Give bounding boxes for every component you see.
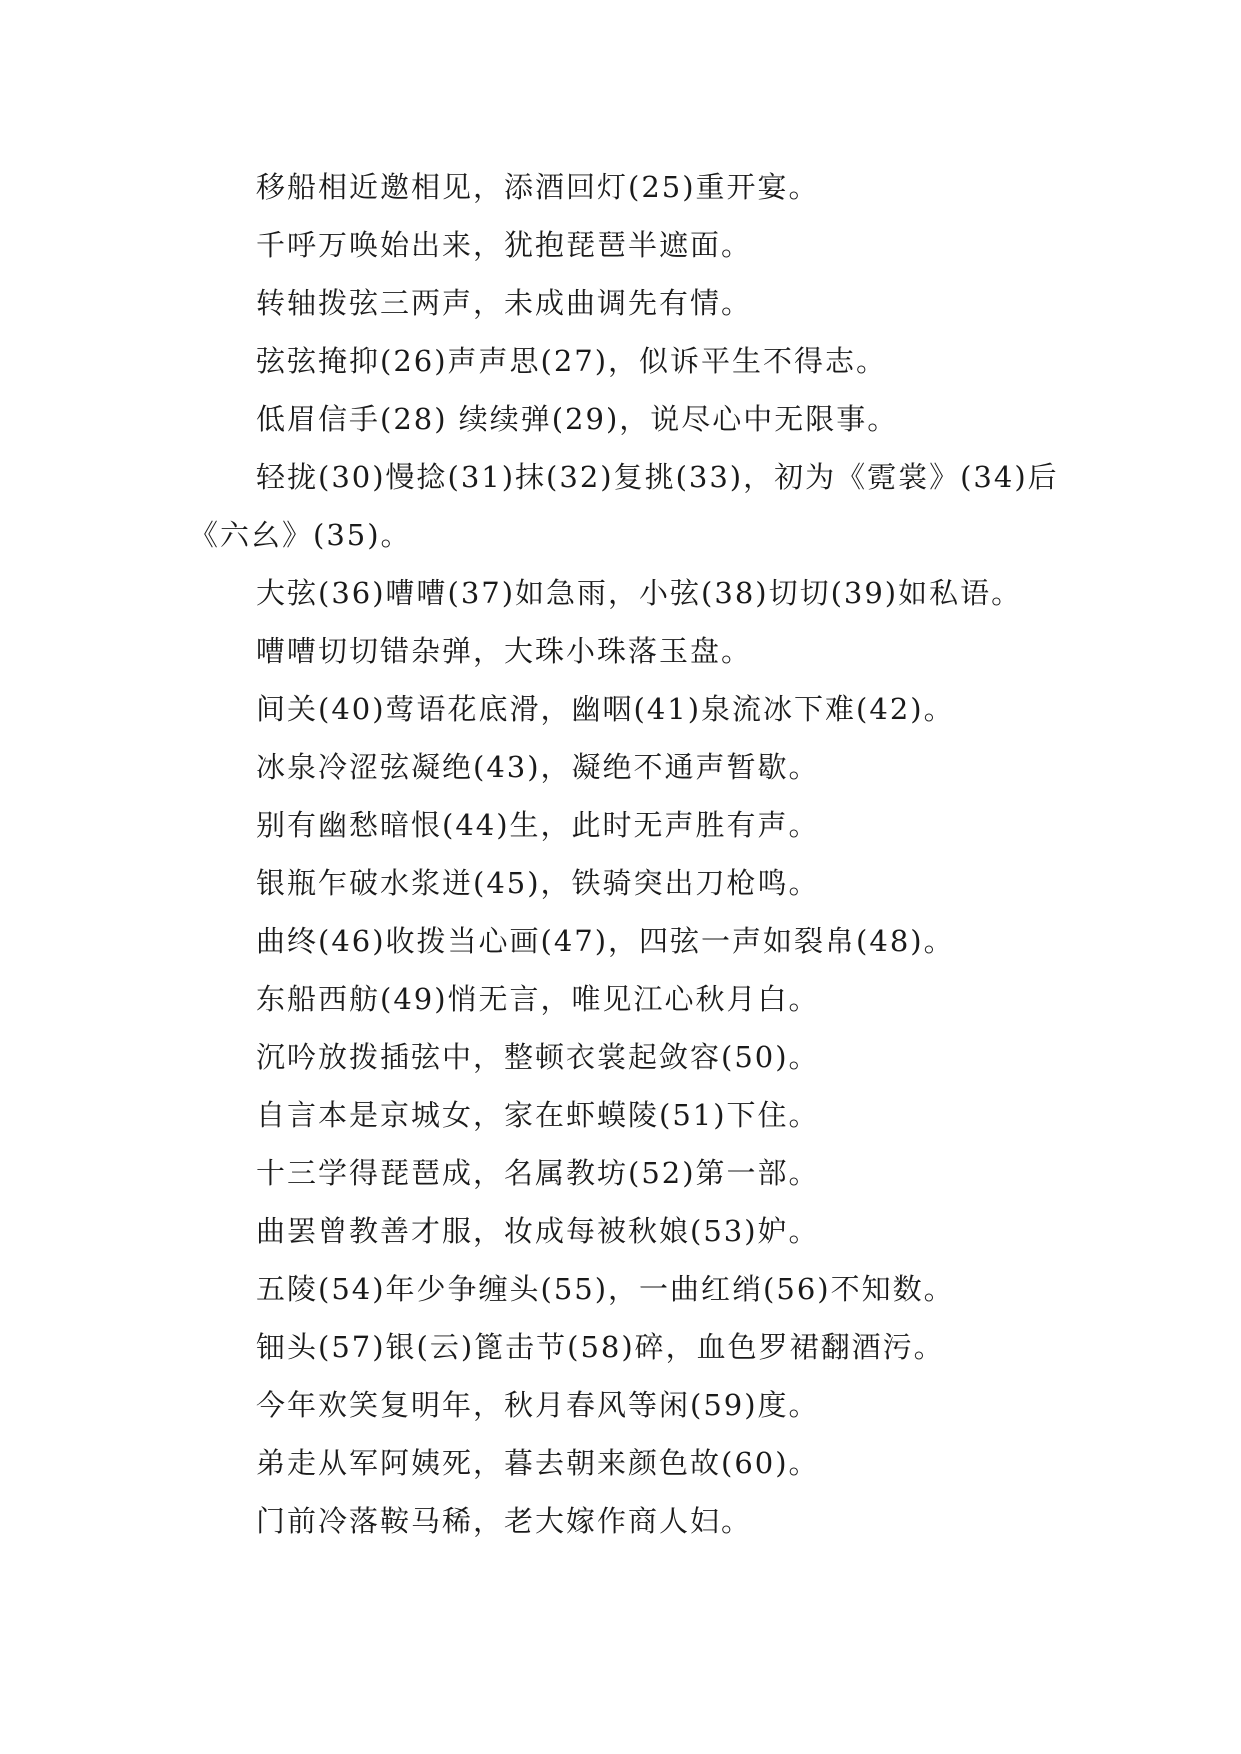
poem-line: 门前冷落鞍马稀，老大嫁作商人妇。 (256, 1504, 753, 1538)
poem-line: 弟走从军阿姨死，暮去朝来颜色故(60)。 (256, 1446, 820, 1480)
poem-line: 自言本是京城女，家在虾蟆陵(51)下住。 (256, 1098, 820, 1132)
poem-line: 别有幽愁暗恨(44)生，此时无声胜有声。 (256, 808, 820, 842)
poem-line: 冰泉冷涩弦凝绝(43)，凝绝不通声暂歇。 (256, 750, 820, 784)
poem-line: 千呼万唤始出来，犹抱琵琶半遮面。 (256, 228, 753, 262)
poem-line: 间关(40)莺语花底滑，幽咽(41)泉流冰下难(42)。 (256, 692, 955, 726)
poem-line: 曲终(46)收拨当心画(47)，四弦一声如裂帛(48)。 (256, 924, 955, 958)
poem-line: 曲罢曾教善才服，妆成每被秋娘(53)妒。 (256, 1214, 820, 1248)
poem-line: 五陵(54)年少争缠头(55)，一曲红绡(56)不知数。 (256, 1272, 955, 1306)
poem-line: 大弦(36)嘈嘈(37)如急雨，小弦(38)切切(39)如私语。 (256, 576, 1023, 610)
poem-line: 东船西舫(49)悄无言，唯见江心秋月白。 (256, 982, 820, 1016)
poem-line: 银瓶乍破水浆迸(45)，铁骑突出刀枪鸣。 (256, 866, 820, 900)
poem-line: 今年欢笑复明年，秋月春风等闲(59)度。 (256, 1388, 820, 1422)
poem-line: 转轴拨弦三两声，未成曲调先有情。 (256, 286, 753, 320)
poem-line: 轻拢(30)慢捻(31)抹(32)复挑(33)，初为《霓裳》(34)后《六幺》(35)。 (189, 460, 1059, 552)
poem-line: 弦弦掩抑(26)声声思(27)，似诉平生不得志。 (256, 344, 888, 378)
poem-line: 低眉信手(28) 续续弹(29)，说尽心中无限事。 (256, 402, 899, 436)
poem-line: 沉吟放拨插弦中，整顿衣裳起敛容(50)。 (256, 1040, 820, 1074)
poem-line: 嘈嘈切切错杂弹，大珠小珠落玉盘。 (256, 634, 753, 668)
poem-body (189, 158, 1069, 1550)
poem-line: 十三学得琵琶成，名属教坊(52)第一部。 (256, 1156, 820, 1190)
poem-line: 钿头(57)银(云)篦击节(58)碎，血色罗裙翻酒污。 (256, 1330, 945, 1364)
poem-line: 移船相近邀相见，添酒回灯(25)重开宴。 (256, 170, 820, 204)
